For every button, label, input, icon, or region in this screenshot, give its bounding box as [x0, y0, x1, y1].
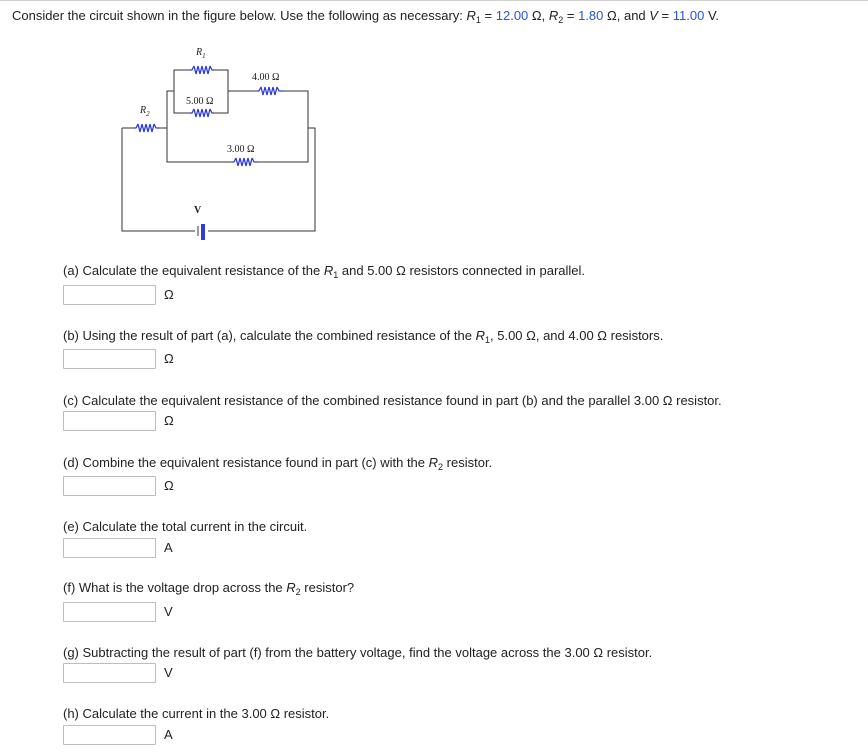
answer-f-unit: V: [164, 604, 173, 619]
answer-c-unit: Ω: [164, 413, 174, 428]
question-h: (h) Calculate the current in the 3.00 Ω resistor.: [63, 706, 330, 721]
resistor-5ohm: [190, 109, 214, 117]
answer-d-input[interactable]: [63, 476, 156, 496]
r1-label: $R_1$: [196, 47, 206, 60]
answer-f-input[interactable]: [63, 602, 156, 622]
answer-g-input[interactable]: [63, 663, 156, 683]
answer-b-input[interactable]: [63, 349, 156, 369]
v-given-value: 11.00: [672, 8, 705, 23]
question-a: (a) Calculate the equivalent resistance of the $R_1$ and 5.00 Ω resistors connected in parallel.: [63, 263, 586, 280]
answer-e-input[interactable]: [63, 538, 156, 558]
question-b: (b) Using the result of part (a), calculate the combined resistance of the $R_1$, 5.00 Ω, and 4.00 Ω resistors.: [63, 328, 664, 345]
answer-e-unit: A: [164, 540, 173, 555]
circuit-diagram: [0, 0, 868, 260]
answer-a-unit: Ω: [164, 287, 174, 302]
question-e: (e) Calculate the total current in the circuit.: [63, 519, 308, 534]
resistor-3ohm-label: 3.00 Ω: [227, 144, 255, 155]
resistor-r1: [190, 66, 214, 74]
resistor-3ohm: [232, 158, 258, 166]
question-g: (g) Subtracting the result of part (f) from the battery voltage, find the voltage across the 3.00 Ω resistor.: [63, 645, 653, 660]
answer-h-input[interactable]: [63, 725, 156, 745]
resistor-4ohm: [257, 87, 283, 95]
answer-d-unit: Ω: [164, 478, 174, 493]
resistor-r2: [134, 124, 160, 132]
question-c: (c) Calculate the equivalent resistance of the combined resistance found in part (b) and the parallel 3.00 Ω resistor.: [63, 393, 722, 408]
problem-statement: Consider the circuit shown in the figure below. Use the following as necessary: $R_1 = 12.00$ Ω, $R_2 = 1.80$ Ω, and V = 11.00 V.: [12, 8, 720, 25]
circuit-wires: [122, 70, 315, 231]
r2-label: $R_2$: [140, 105, 150, 118]
answer-g-unit: V: [164, 665, 173, 680]
question-f: (f) What is the voltage drop across the $R_2$ resistor?: [63, 580, 355, 597]
answer-b-unit: Ω: [164, 351, 174, 366]
r2-given-value: 1.80: [578, 8, 604, 23]
r1-given-value: 12.00: [495, 8, 529, 23]
answer-c-input[interactable]: [63, 411, 156, 431]
battery: [198, 224, 205, 240]
resistor-5ohm-label: 5.00 Ω: [186, 96, 214, 107]
answer-h-unit: A: [164, 727, 173, 742]
answer-a-input[interactable]: [63, 285, 156, 305]
battery-label: V: [194, 205, 202, 216]
question-d: (d) Combine the equivalent resistance found in part (c) with the $R_2$ resistor.: [63, 455, 493, 472]
resistor-4ohm-label: 4.00 Ω: [252, 72, 280, 83]
